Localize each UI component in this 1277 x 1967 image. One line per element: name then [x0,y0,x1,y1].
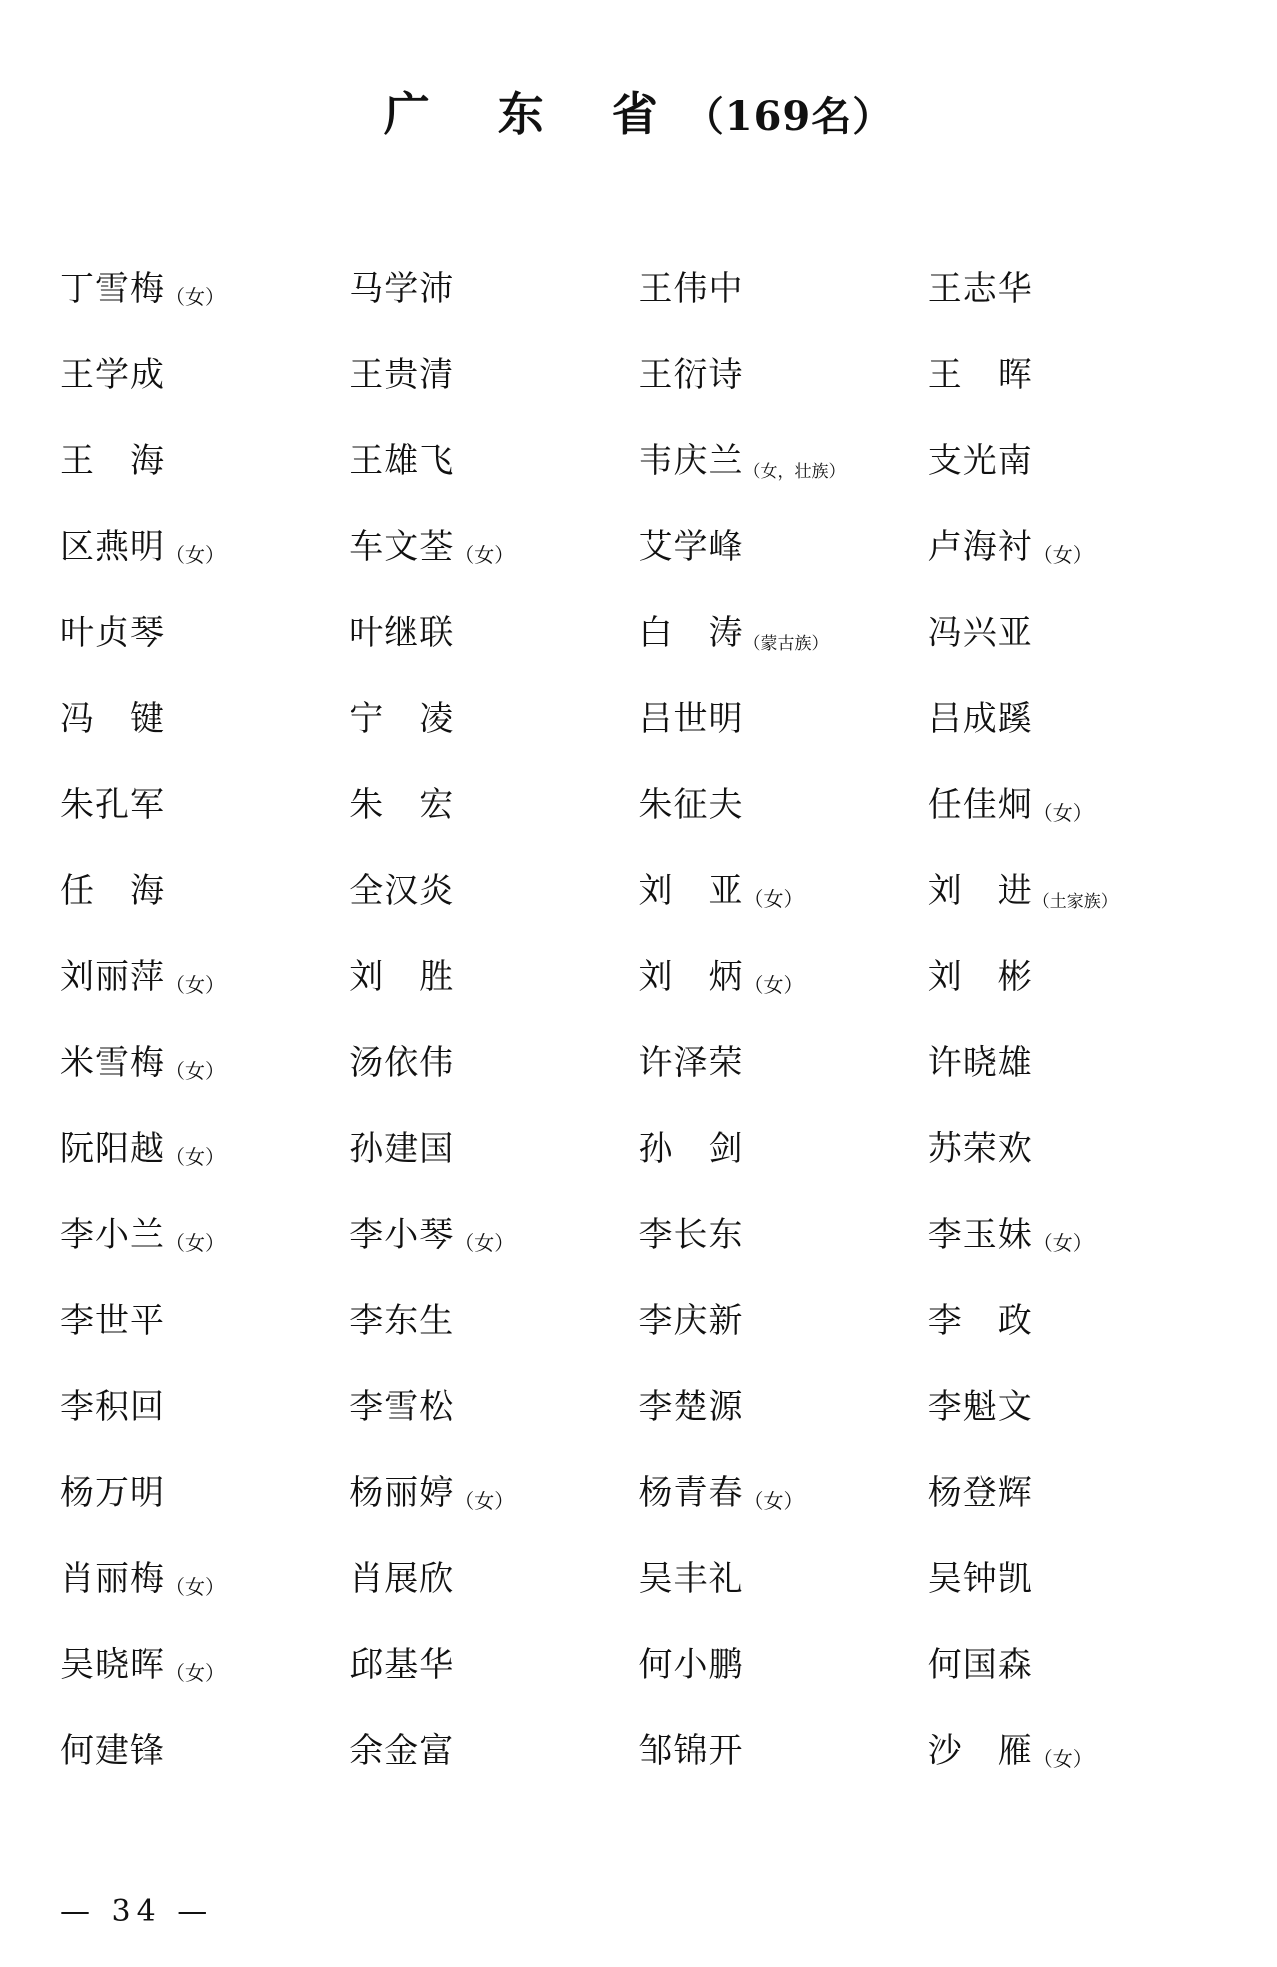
person-note: （女） [165,1574,225,1599]
name-cell [349,1704,638,1790]
name-cell [639,500,928,586]
person-name: 吴钟凯 [927,1558,1033,1599]
name-entry [60,1465,165,1514]
name-entry [60,1723,165,1772]
name-entry [639,1121,744,1170]
name-entry [639,605,829,654]
person-name: 刘 胜 [349,956,455,997]
name-entry [639,1207,744,1256]
name-entry [639,347,744,396]
name-cell [349,500,638,586]
name-entry [639,949,804,998]
person-name: 丁雪梅 [60,268,165,309]
name-entry [928,1551,1033,1600]
person-name: 李雪松 [349,1386,455,1427]
name-entry [349,261,454,310]
table-row [60,1188,1217,1274]
table-row [60,1360,1217,1446]
person-name: 冯 键 [60,698,165,739]
delegate-count: （169名） [683,93,894,140]
name-entry [60,261,225,310]
name-cell [60,1618,349,1704]
name-entry [639,777,744,826]
name-list-table [60,242,1217,1790]
name-entry [60,1035,225,1084]
name-entry [928,1035,1033,1084]
person-note: （女） [743,972,804,997]
name-cell [928,1102,1217,1188]
name-cell [60,586,349,672]
table-row [60,242,1217,328]
name-cell [60,930,349,1016]
name-cell [60,1188,349,1274]
person-name: 李小兰 [60,1214,165,1255]
name-entry [349,1121,454,1170]
name-cell [639,586,928,672]
name-cell [639,844,928,930]
person-note: （女） [1032,1230,1093,1255]
person-name: 杨万明 [60,1472,165,1513]
person-note: （女） [165,284,225,309]
person-name: 吴丰礼 [638,1558,744,1599]
name-entry [928,863,1118,912]
person-name: 冯兴亚 [927,612,1033,653]
name-cell [639,1618,928,1704]
name-entry [639,863,804,912]
name-cell [60,414,349,500]
person-name: 邹锦开 [638,1730,744,1771]
person-name: 李 政 [927,1300,1033,1341]
person-name: 杨丽婷 [349,1472,455,1513]
name-entry [60,1121,225,1170]
name-cell [349,1532,638,1618]
table-row [60,1704,1217,1790]
name-entry [928,777,1093,826]
person-note: （女） [165,542,225,567]
person-note: （女） [1032,800,1093,825]
name-entry [349,691,454,740]
name-entry [928,1207,1093,1256]
person-name: 刘 炳 [638,956,744,997]
person-name: 卢海衬 [927,526,1033,567]
name-cell [639,1016,928,1102]
person-name: 支光南 [927,440,1033,481]
name-entry [349,949,454,998]
name-entry [928,433,1033,482]
name-entry [639,519,744,568]
name-entry [639,1035,744,1084]
person-name: 王 晖 [927,354,1033,395]
page-title [60,78,1217,144]
name-cell [639,328,928,414]
person-name: 沙 雁 [927,1730,1033,1771]
name-entry [60,777,165,826]
name-cell [928,414,1217,500]
name-cell [928,1446,1217,1532]
name-cell [60,1102,349,1188]
person-name: 王雄飞 [349,440,455,481]
person-name: 朱孔军 [60,784,165,825]
table-row [60,586,1217,672]
name-cell [349,242,638,328]
table-row [60,1102,1217,1188]
person-name: 王 海 [60,440,165,481]
person-name: 任佳炯 [927,784,1033,825]
person-name: 李楚源 [638,1386,744,1427]
person-note: （女） [165,1230,225,1255]
person-name: 李世平 [60,1300,165,1341]
person-name: 杨登辉 [927,1472,1033,1513]
person-name: 孙 剑 [638,1128,744,1169]
name-cell [928,844,1217,930]
person-name: 车文荃 [349,526,455,567]
name-cell [60,758,349,844]
name-entry [639,691,744,740]
name-entry [349,519,514,568]
person-note: （女） [743,886,804,911]
name-entry [928,949,1033,998]
name-entry [349,863,454,912]
name-entry [928,1465,1033,1514]
name-cell [639,414,928,500]
name-entry [60,1293,165,1342]
person-name: 李积回 [60,1386,165,1427]
name-entry [349,777,454,826]
person-note: （女） [165,1660,225,1685]
name-cell [349,1274,638,1360]
page-number: — 34 — [60,1894,214,1929]
person-name: 韦庆兰 [638,440,744,481]
table-row [60,328,1217,414]
name-entry [928,1121,1033,1170]
person-name: 刘 进 [927,870,1033,911]
person-name: 李长东 [638,1214,744,1255]
person-note: （土家族） [1032,891,1118,912]
name-entry [928,519,1093,568]
person-name: 王学成 [60,354,165,395]
name-entry [928,1379,1033,1428]
name-cell [639,672,928,758]
person-name: 吕世明 [638,698,744,739]
name-entry [60,1379,165,1428]
person-name: 宁 凌 [349,698,455,739]
name-entry [60,1551,225,1600]
name-cell [60,1274,349,1360]
name-entry [639,1465,804,1514]
name-entry [349,1035,454,1084]
person-note: （女） [1032,1746,1093,1771]
person-note: （女，壮族） [743,461,846,482]
name-cell [639,242,928,328]
name-cell [349,586,638,672]
person-note: （女） [165,1058,225,1083]
name-entry [349,1379,454,1428]
name-entry [60,519,225,568]
name-entry [349,605,454,654]
name-cell [349,1360,638,1446]
table-row [60,844,1217,930]
person-name: 刘丽萍 [60,956,165,997]
person-name: 李玉妹 [927,1214,1033,1255]
name-entry [60,863,165,912]
name-entry [639,1293,744,1342]
table-row [60,1016,1217,1102]
name-cell [60,1446,349,1532]
person-name: 许泽荣 [638,1042,744,1083]
name-cell [928,1016,1217,1102]
name-cell [349,1188,638,1274]
name-entry [60,347,165,396]
name-entry [60,605,165,654]
name-list-body [60,242,1217,1790]
person-note: （女） [454,1230,515,1255]
person-name: 白 涛 [638,612,744,653]
table-row [60,1618,1217,1704]
document-page [0,78,1277,1967]
person-name: 王志华 [927,268,1033,309]
person-name: 王衍诗 [638,354,744,395]
name-entry [60,1637,225,1686]
person-name: 马学沛 [349,268,455,309]
name-entry [349,1551,454,1600]
person-note: （女） [454,1488,515,1513]
name-entry [639,1723,744,1772]
name-cell [928,1360,1217,1446]
table-row [60,500,1217,586]
name-entry [349,1293,454,1342]
name-cell [928,1532,1217,1618]
name-cell [928,758,1217,844]
name-cell [639,930,928,1016]
table-row [60,1274,1217,1360]
person-name: 米雪梅 [60,1042,165,1083]
table-row [60,758,1217,844]
person-name: 李魁文 [927,1386,1033,1427]
name-entry [60,1207,225,1256]
person-name: 李小琴 [349,1214,455,1255]
name-cell [639,1102,928,1188]
person-name: 李东生 [349,1300,455,1341]
name-cell [349,1618,638,1704]
name-cell [349,672,638,758]
name-cell [60,500,349,586]
name-cell [928,328,1217,414]
table-row [60,1446,1217,1532]
name-cell [60,1532,349,1618]
name-entry [928,1293,1033,1342]
table-row [60,1532,1217,1618]
table-row [60,414,1217,500]
person-name: 孙建国 [349,1128,455,1169]
person-name: 许晓雄 [927,1042,1033,1083]
name-cell [60,1016,349,1102]
person-name: 艾学峰 [638,526,744,567]
person-name: 叶贞琴 [60,612,165,653]
name-cell [928,930,1217,1016]
name-cell [639,1446,928,1532]
person-name: 余金富 [349,1730,455,1771]
person-note: （女） [165,1144,225,1169]
person-note: （女） [1032,542,1093,567]
name-cell [349,1446,638,1532]
name-entry [639,433,846,482]
name-cell [639,1704,928,1790]
name-cell [928,1618,1217,1704]
name-cell [60,242,349,328]
name-cell [60,1360,349,1446]
name-entry [639,1551,744,1600]
province-name: 广 东 省 [383,87,684,141]
name-entry [928,347,1033,396]
person-name: 肖展欣 [349,1558,455,1599]
name-entry [349,1207,514,1256]
name-entry [349,433,454,482]
table-row [60,930,1217,1016]
person-name: 邱基华 [349,1644,455,1685]
person-name: 吴晓晖 [60,1644,165,1685]
name-entry [60,433,165,482]
name-cell [349,1016,638,1102]
name-entry [349,1637,454,1686]
name-entry [349,347,454,396]
person-name: 朱征夫 [638,784,744,825]
name-cell [928,500,1217,586]
name-cell [349,844,638,930]
person-note: （蒙古族） [743,633,829,654]
name-cell [928,1704,1217,1790]
person-name: 王伟中 [638,268,744,309]
name-cell [60,844,349,930]
name-entry [928,1637,1033,1686]
person-name: 何小鹏 [638,1644,744,1685]
person-note: （女） [454,542,515,567]
name-entry [60,949,225,998]
name-cell [928,242,1217,328]
person-note: （女） [165,972,225,997]
name-cell [60,328,349,414]
name-cell [349,328,638,414]
person-name: 王贵清 [349,354,455,395]
name-cell [639,1274,928,1360]
name-entry [639,1637,744,1686]
name-cell [639,1188,928,1274]
name-entry [349,1723,454,1772]
name-cell [639,758,928,844]
person-name: 李庆新 [638,1300,744,1341]
name-entry [349,1465,514,1514]
name-cell [60,1704,349,1790]
name-entry [639,261,744,310]
name-cell [349,414,638,500]
person-name: 任 海 [60,870,165,911]
name-cell [928,1188,1217,1274]
name-cell [928,586,1217,672]
name-cell [349,1102,638,1188]
person-name: 苏荣欢 [927,1128,1033,1169]
name-entry [639,1379,744,1428]
name-cell [928,672,1217,758]
person-name: 肖丽梅 [60,1558,165,1599]
person-name: 刘 亚 [638,870,744,911]
person-name: 刘 彬 [927,956,1033,997]
person-note: （女） [743,1488,804,1513]
name-entry [928,261,1033,310]
name-cell [639,1532,928,1618]
name-cell [349,930,638,1016]
person-name: 叶继联 [349,612,455,653]
name-entry [928,1723,1093,1772]
person-name: 杨青春 [638,1472,744,1513]
name-cell [349,758,638,844]
name-entry [60,691,165,740]
person-name: 何建锋 [60,1730,165,1771]
person-name: 何国森 [927,1644,1033,1685]
table-row [60,672,1217,758]
person-name: 阮阳越 [60,1128,165,1169]
person-name: 汤依伟 [349,1042,455,1083]
person-name: 朱 宏 [349,784,455,825]
person-name: 全汉炎 [349,870,455,911]
person-name: 吕成蹊 [927,698,1033,739]
name-cell [639,1360,928,1446]
name-cell [928,1274,1217,1360]
person-name: 区燕明 [60,526,165,567]
name-entry [928,691,1033,740]
name-cell [60,672,349,758]
name-entry [928,605,1033,654]
